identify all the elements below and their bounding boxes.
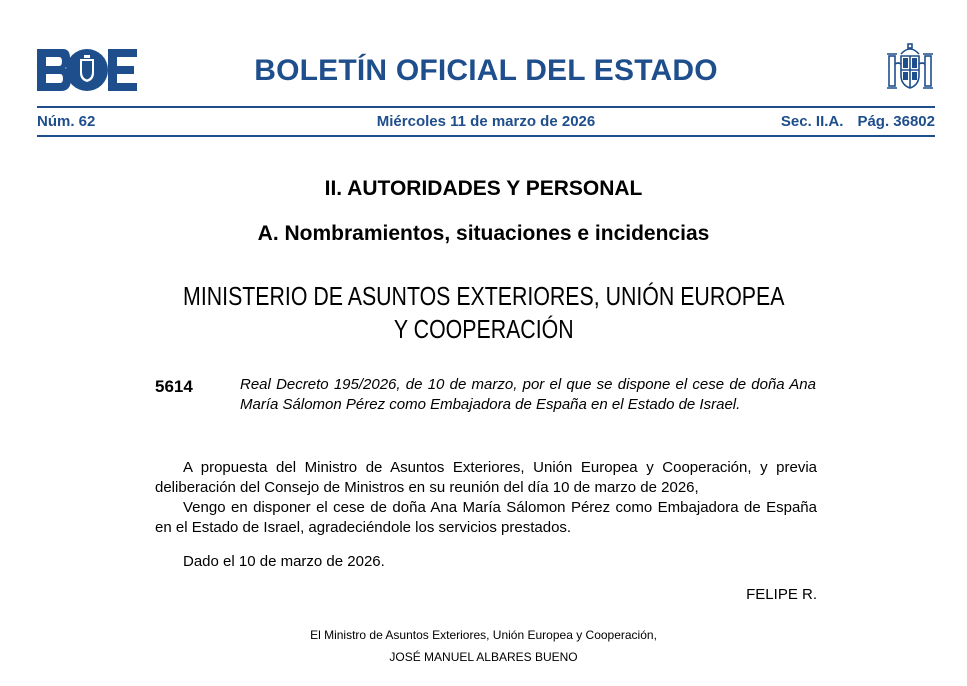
subsection-title: A. Nombramientos, situaciones e incidencias — [257, 222, 710, 245]
body-paragraph-1: A propuesta del Ministro de Asuntos Exteriores, Unión Europea y Cooperación, y previa deliberación del Consejo de Ministros en su reunión del día 10 de marzo de 2026, — [155, 459, 817, 496]
ministry-heading — [87, 280, 880, 346]
minister-name: JOSÉ MANUEL ALBARES BUENO — [389, 650, 578, 664]
ministry-line-2: Y COOPERACIÓN — [393, 314, 574, 344]
section-page-info — [767, 113, 935, 130]
header-rule-bottom — [37, 135, 935, 137]
section-code: Sec. II.A. — [780, 113, 844, 130]
header-rule-top — [37, 106, 935, 108]
section-title: II. AUTORIDADES Y PERSONAL — [324, 177, 643, 200]
king-signature: FELIPE R. — [746, 586, 817, 603]
entry-number: 5614 — [155, 377, 193, 396]
entry-summary: Real Decreto 195/2026, de 10 de marzo, por el que se dispone el cese de doña Ana María Sálomon Pérez como Embajadora de España en el Estado de Israel. — [240, 376, 816, 413]
dated-line: Dado el 10 de marzo de 2026. — [183, 553, 385, 570]
boe-logo — [37, 49, 137, 91]
issue-date: Miércoles 11 de marzo de 2026 — [376, 113, 596, 130]
issue-number: Núm. 62 — [37, 113, 96, 130]
coat-of-arms-icon — [884, 42, 936, 94]
gazette-title: BOLETÍN OFICIAL DEL ESTADO — [254, 54, 718, 87]
body-paragraph-2: Vengo en disponer el cese de doña Ana María Sálomon Pérez como Embajadora de España en el Estado de Israel, agradeciéndole los servicios prestados. — [155, 499, 817, 536]
page-number: Pág. 36802 — [857, 113, 935, 130]
ministry-line-1: MINISTERIO DE ASUNTOS EXTERIORES, UNIÓN EUROPEA — [183, 281, 785, 311]
gazette-meta-row — [37, 113, 935, 133]
minister-role: El Ministro de Asuntos Exteriores, Unión Europea y Cooperación, — [310, 628, 657, 642]
